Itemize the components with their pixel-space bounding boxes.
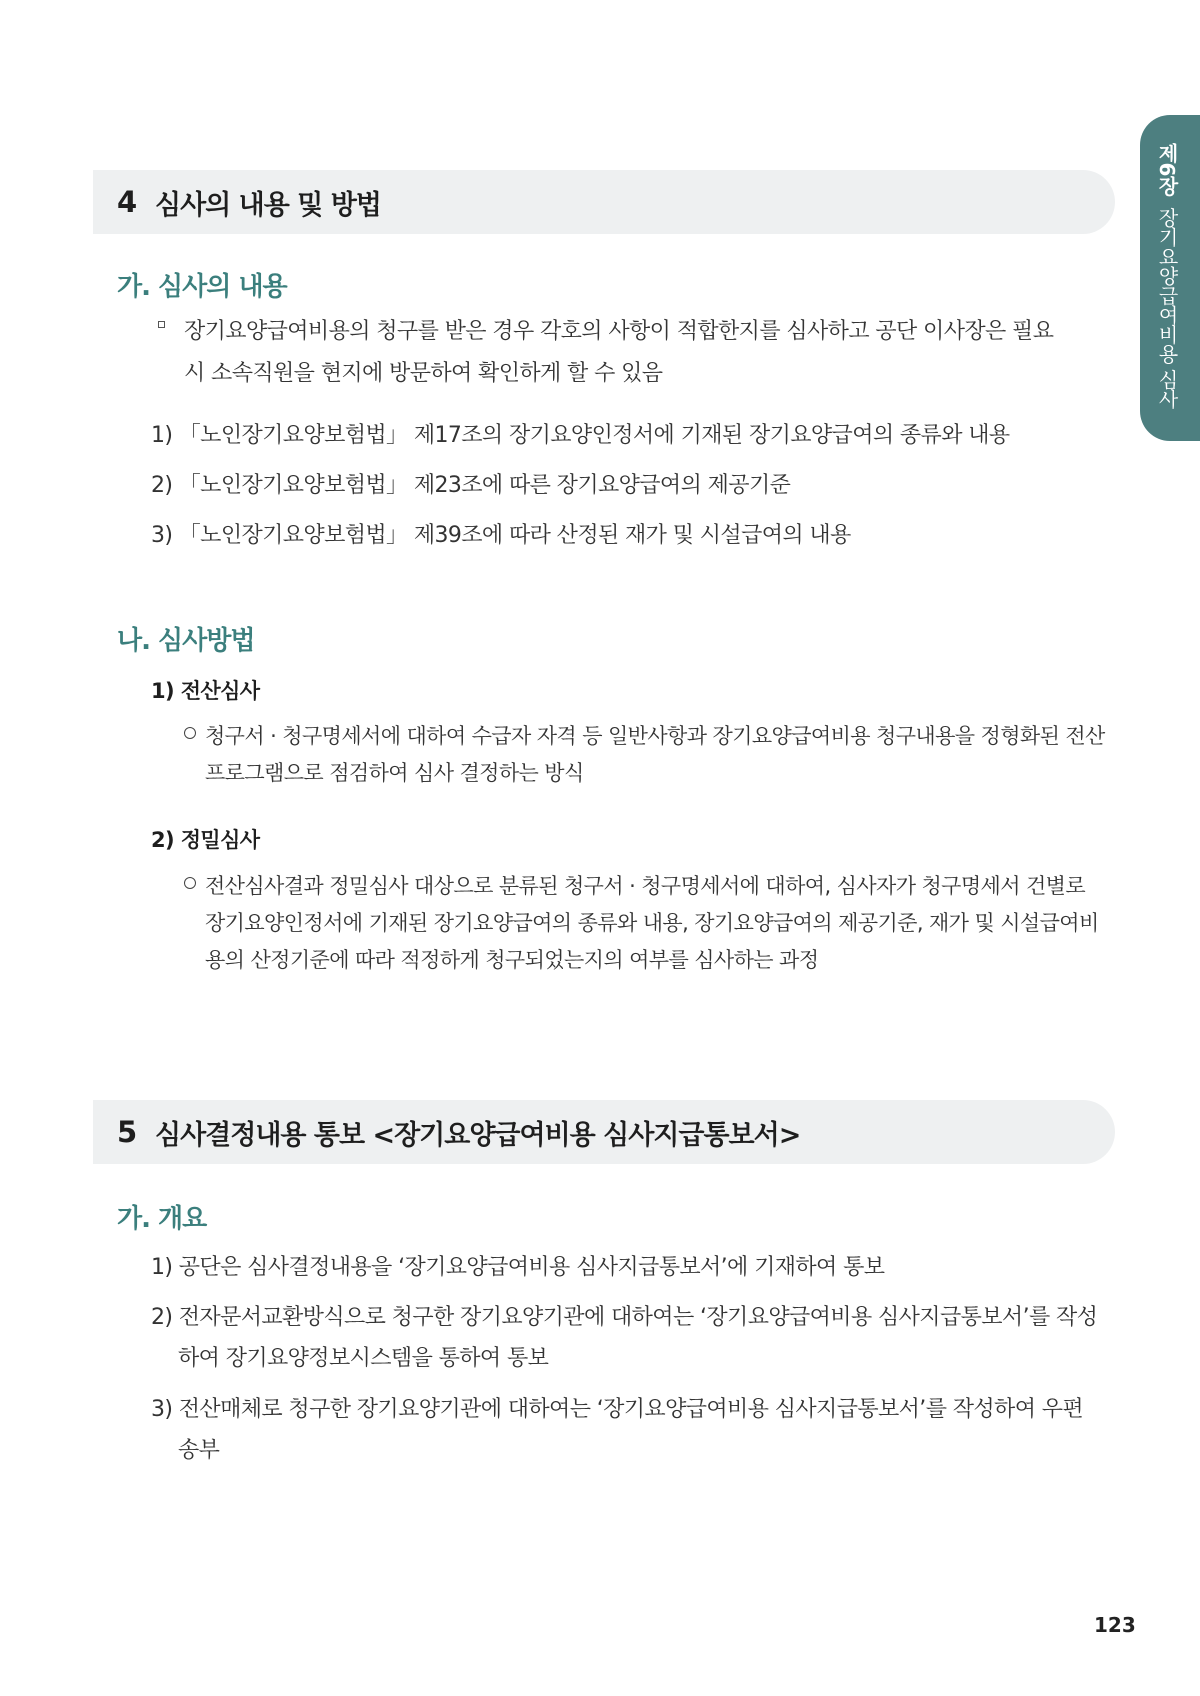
section-5a-item-2-line1: 2) 전자문서교환방식으로 청구한 장기요양기관에 대하여는 ‘장기요양급여비용 심사지급통보서’를 작성	[151, 1305, 1098, 1330]
section-4-header	[93, 170, 1115, 234]
section-5-title: 심사결정내용 통보 <장기요양급여비용 심사지급통보서>	[155, 1119, 801, 1151]
section-4a-item-3: 3) 「노인장기요양보험법」 제39조에 따라 산정된 재가 및 시설급여의 내용	[151, 523, 851, 548]
method-1-title: 1) 전산심사	[151, 679, 260, 703]
section-4a-item-2: 2) 「노인장기요양보험법」 제23조에 따른 장기요양급여의 제공기준	[151, 473, 791, 498]
chapter-title: 장기요양급여비용 심사	[1155, 207, 1179, 409]
section-5a-item-3-line2: 송부	[178, 1438, 220, 1463]
section-4a-heading: 가. 심사의 내용	[117, 272, 287, 302]
section-4a-item-1: 1) 「노인장기요양보험법」 제17조의 장기요양인정서에 기재된 장기요양급여의 종류와 내용	[151, 423, 1010, 448]
method-1-line2: 프로그램으로 점검하여 심사 결정하는 방식	[205, 761, 584, 785]
section-4-title: 심사의 내용 및 방법	[155, 189, 381, 221]
method-2-line2: 장기요양인정서에 기재된 장기요양급여의 종류와 내용, 장기요양급여의 제공기준, 재가 및 시설급여비	[205, 911, 1099, 935]
method-2-title: 2) 정밀심사	[151, 828, 260, 852]
square-bullet-icon	[158, 321, 165, 328]
section-5-number: 5	[117, 1115, 138, 1149]
section-4-number: 4	[117, 185, 138, 219]
chapter-side-tab	[1140, 115, 1200, 441]
chapter-tab-text	[1153, 143, 1182, 408]
chapter-label: 제6장	[1155, 143, 1179, 196]
section-5a-item-3-line1: 3) 전산매체로 청구한 장기요양기관에 대하여는 ‘장기요양급여비용 심사지급통보서’를 작성하여 우편	[151, 1397, 1084, 1422]
section-4a-bullet-line2: 시 소속직원을 현지에 방문하여 확인하게 할 수 있음	[184, 361, 663, 386]
section-5a-item-1: 1) 공단은 심사결정내용을 ‘장기요양급여비용 심사지급통보서’에 기재하여 통보	[151, 1255, 885, 1280]
method-2-line3: 용의 산정기준에 따라 적정하게 청구되었는지의 여부를 심사하는 과정	[205, 948, 819, 972]
circle-bullet-icon	[184, 877, 196, 889]
method-2-line1: 전산심사결과 정밀심사 대상으로 분류된 청구서 · 청구명세서에 대하여, 심사자가 청구명세서 건별로	[205, 874, 1086, 898]
page-number: 123	[1094, 1613, 1136, 1637]
section-4b-heading: 나. 심사방법	[117, 626, 255, 656]
section-5a-item-2-line2: 하여 장기요양정보시스템을 통하여 통보	[178, 1346, 549, 1371]
circle-bullet-icon	[184, 727, 196, 739]
section-4a-bullet-line1: 장기요양급여비용의 청구를 받은 경우 각호의 사항이 적합한지를 심사하고 공단 이사장은 필요	[184, 319, 1054, 344]
method-1-line1: 청구서 · 청구명세서에 대하여 수급자 자격 등 일반사항과 장기요양급여비용 청구내용을 정형화된 전산	[205, 724, 1105, 748]
section-5-header	[93, 1100, 1115, 1164]
section-5a-heading: 가. 개요	[117, 1204, 207, 1234]
